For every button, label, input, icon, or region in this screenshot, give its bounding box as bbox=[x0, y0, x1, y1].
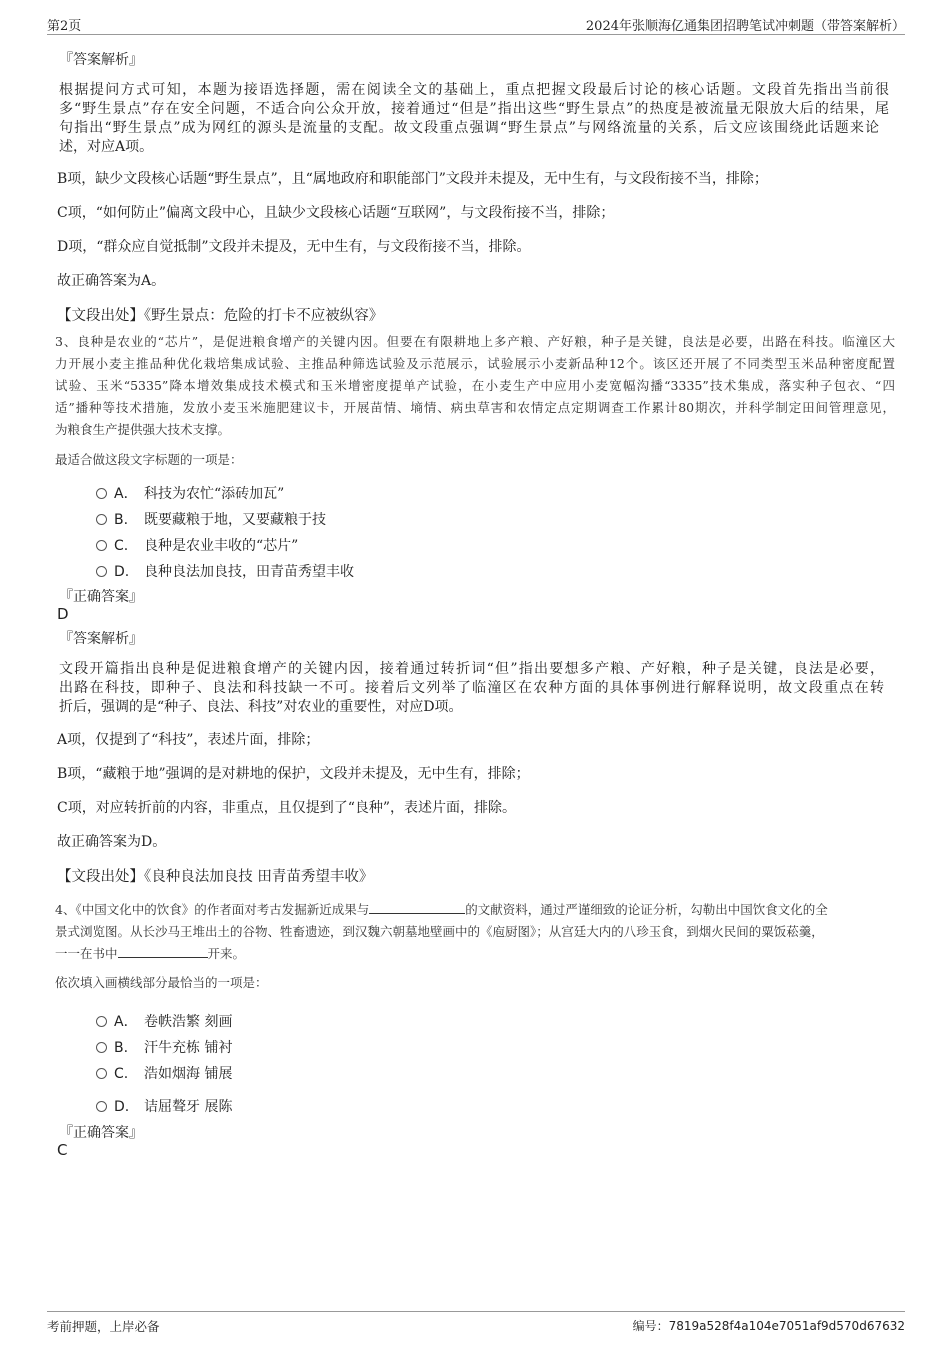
analysis-line: 出路在科技，即种子、良法和科技缺一不可。接着后文列举了临潼区在农种方面的具体事例进行解释说明，故文段重点在转 bbox=[59, 680, 884, 696]
answer-label: 『正确答案』 bbox=[59, 1125, 143, 1141]
radio-button[interactable] bbox=[96, 1042, 107, 1053]
question-stem-line: 3、良种是农业的“芯片”，是促进粮食增产的关键内因。但要在有限耕地上多产粮、产好粮，种子是关键，良法是必要，出路在科技。临潼区大 bbox=[55, 334, 895, 349]
question-stem-line: 4、《中国文化中的饮食》的作者面对考古发掘新近成果与 的文献资料，通过严谨细致的论证分析，勾勒出中国饮食文化的全 bbox=[55, 902, 828, 917]
option-b[interactable]: B. 汗牛充栋 铺衬 bbox=[96, 1037, 232, 1057]
answer-label: 『正确答案』 bbox=[59, 589, 143, 605]
passage-source: 【文段出处】《良种良法加良技 田青苗秀望丰收》 bbox=[57, 869, 374, 885]
document-id: 编号：7819a528f4a104e7051af9d570d67632 bbox=[632, 1319, 905, 1333]
option-c-analysis: C项，“如何防止”偏离文段中心，且缺少文段核心话题“互联网”，与文段衔接不当，排除； bbox=[57, 205, 615, 221]
radio-button[interactable] bbox=[96, 514, 107, 525]
option-d[interactable]: D. 良种良法加良技，田青苗秀望丰收 bbox=[96, 561, 354, 581]
option-b-analysis: B项，缺少文段核心话题“野生景点”，且“属地政府和职能部门”文段并未提及，无中生有，与文段衔接不当，排除； bbox=[57, 171, 768, 187]
question-stem-line: 一一在书中 开来。 bbox=[55, 946, 246, 961]
question-stem-line: 力开展小麦主推品种优化栽培集成试验、主推品种筛选试验及示范展示，试验展示小麦新品种12个。该区还开展了不同类型玉米品种密度配置 bbox=[55, 356, 895, 371]
analysis-label: 『答案解析』 bbox=[59, 631, 143, 647]
radio-button[interactable] bbox=[96, 540, 107, 551]
analysis-line: 文段开篇指出良种是促进粮食增产的关键内因，接着通过转折词“但”指出要想多产粮、产好粮，种子是关键，良法是必要， bbox=[59, 661, 884, 677]
option-b[interactable]: B. 既要藏粮于地，又要藏粮于技 bbox=[96, 509, 326, 529]
page-header bbox=[47, 12, 905, 35]
page-footer bbox=[47, 1311, 905, 1336]
question-stem-line: 为粮食生产提供强大技术支撑。 bbox=[55, 422, 231, 437]
page-number: 第2页 bbox=[47, 19, 82, 34]
analysis-label: 『答案解析』 bbox=[59, 52, 143, 68]
radio-button[interactable] bbox=[96, 1101, 107, 1112]
radio-button[interactable] bbox=[96, 488, 107, 499]
question-stem-line: 试验、玉米“5335”降本增效集成技术模式和玉米增密度提单产试验，在小麦生产中应用小麦宽幅沟播“3335”技术集成，落实种子包衣、“四 bbox=[55, 378, 895, 393]
option-a[interactable]: A． 卷帙浩繁 刻画 bbox=[96, 1011, 232, 1031]
analysis-line: 根据提问方式可知，本题为接语选择题，需在阅读全文的基础上，重点把握文段最后讨论的核心话题。文段首先指出当前很 bbox=[59, 82, 889, 98]
option-c-analysis: C项，对应转折前的内容，非重点，且仅提到了“良种”，表述片面，排除。 bbox=[57, 800, 517, 816]
option-c[interactable]: C. 良种是农业丰收的“芯片” bbox=[96, 535, 298, 555]
passage-source: 【文段出处】《野生景点：危险的打卡不应被纵容》 bbox=[57, 308, 384, 324]
document-title: 2024年张顺海亿通集团招聘笔试冲刺题（带答案解析） bbox=[585, 19, 905, 34]
option-c[interactable]: C. 浩如烟海 铺展 bbox=[96, 1063, 232, 1083]
question-stem-line: 适”播种等技术措施，发放小麦玉米施肥建议卡，开展苗情、墒情、病虫草害和农情定点定期调查工作累计80期次，并科学制定田间管理意见， bbox=[55, 400, 895, 415]
option-a[interactable]: A． 科技为农忙“添砖加瓦” bbox=[96, 483, 284, 503]
radio-button[interactable] bbox=[96, 1068, 107, 1079]
conclusion: 故正确答案为D。 bbox=[57, 834, 167, 850]
footer-slogan: 考前押题，上岸必备 bbox=[47, 1319, 160, 1334]
radio-button[interactable] bbox=[96, 566, 107, 577]
correct-answer: C bbox=[57, 1141, 68, 1159]
question-stem-line: 景式浏览图。从长沙马王堆出土的谷物、牲畜遗迹，到汉魏六朝墓地壁画中的《庖厨图》；从宫廷大内的八珍玉食，到烟火民间的粟饭菘羹， bbox=[55, 924, 824, 939]
correct-answer: D bbox=[57, 605, 69, 623]
option-a-analysis: A项，仅提到了“科技”，表述片面，排除； bbox=[57, 732, 320, 748]
analysis-line: 折后，强调的是“种子、良法、科技”对农业的重要性，对应D项。 bbox=[59, 699, 463, 715]
analysis-line: 多“野生景点”存在安全问题，不适合向公众开放，接着通过“但是”指出这些“野生景点”的热度是被流量无限放大后的结果，尾 bbox=[59, 101, 889, 117]
radio-button[interactable] bbox=[96, 1016, 107, 1027]
question-prompt: 最适合做这段文字标题的一项是： bbox=[55, 452, 243, 467]
fill-blank bbox=[369, 901, 465, 914]
analysis-line: 句指出“野生景点”成为网红的源头是流量的支配。故文段重点强调“野生景点”与网络流量的关系，后文应该围绕此话题来论 bbox=[59, 120, 879, 136]
question-prompt: 依次填入画横线部分最恰当的一项是： bbox=[55, 975, 268, 990]
analysis-line: 述，对应A项。 bbox=[59, 139, 154, 155]
option-d[interactable]: D. 诘屈聱牙 展陈 bbox=[96, 1096, 232, 1116]
option-d-analysis: D项，“群众应自觉抵制”文段并未提及，无中生有，与文段衔接不当，排除。 bbox=[57, 239, 531, 255]
option-b-analysis: B项，“藏粮于地”强调的是对耕地的保护，文段并未提及，无中生有，排除； bbox=[57, 766, 530, 782]
conclusion: 故正确答案为A。 bbox=[57, 273, 166, 289]
fill-blank bbox=[118, 945, 208, 958]
